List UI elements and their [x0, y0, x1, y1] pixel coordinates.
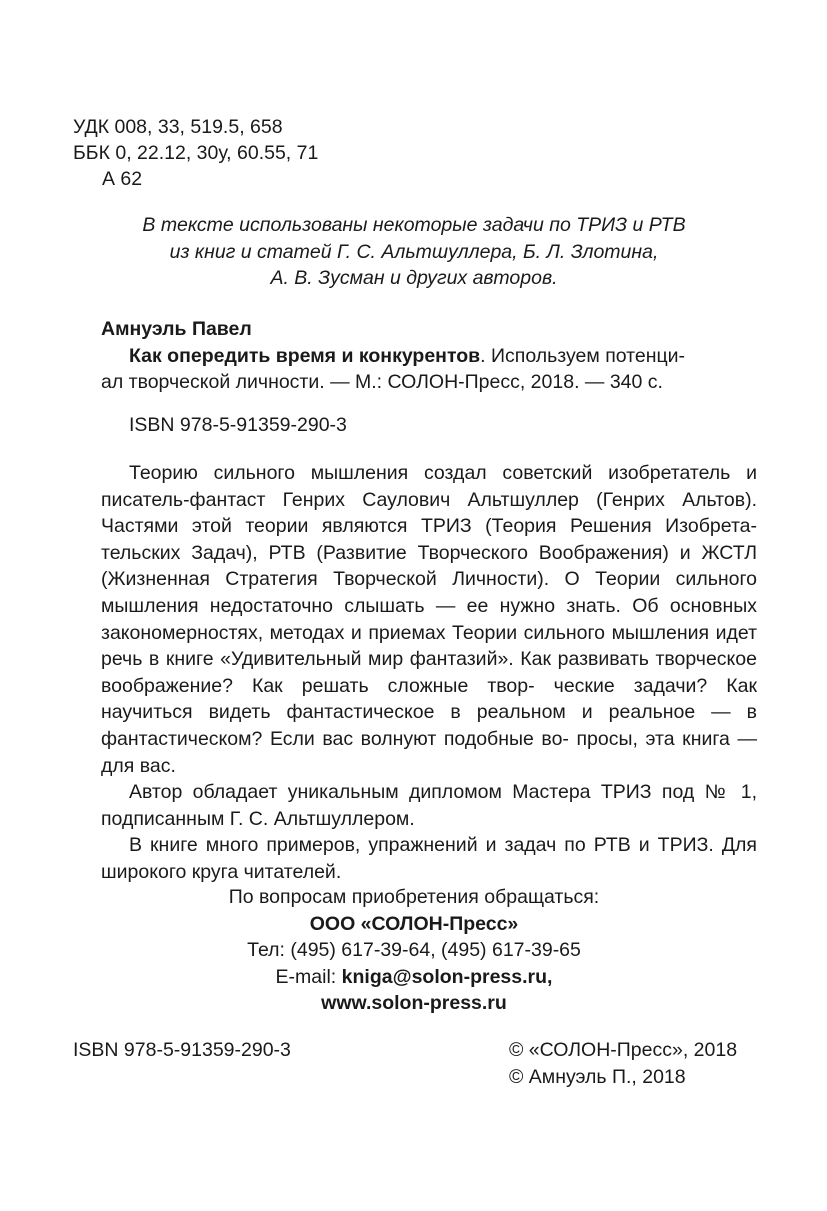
description-line: ал творческой личности. — М.: СОЛОН-Пресс, 2018. — 340 с. — [101, 371, 663, 393]
annotation-line: писатель-фантаст Генрих Саулович Альтшуллер (Генрих Альтов). — [101, 488, 757, 511]
classification-codes — [73, 114, 318, 192]
annotation-paragraph — [101, 779, 757, 832]
annotation-line: В книге много примеров, упражнений и задач по РТВ и ТРИЗ. — [129, 834, 714, 857]
annotation-line: Частями этой теории являются ТРИЗ (Теория Решения Изобрета- — [101, 515, 757, 538]
sources-note-line: из книг и статей Г. С. Альтшуллера, Б. Л. Злотина, — [169, 240, 659, 263]
annotation-line: сильного мышления недостаточно слышать — ее нужно знать. Об — [101, 568, 757, 617]
purchase-contacts — [100, 884, 728, 1017]
sources-note-line: А. В. Зусман и других авторов. — [270, 267, 558, 289]
annotation-paragraph — [101, 832, 757, 885]
publisher-email-line — [100, 964, 728, 991]
author-mark: А 62 — [102, 168, 143, 190]
annotation-line: № 1, подписанным Г. С. Альтшуллером. — [101, 781, 757, 830]
bibliographic-description — [101, 343, 757, 396]
copyright-publisher: © «СОЛОН-Пресс», 2018 — [509, 1039, 738, 1061]
annotation-line: тельских Задач), РТВ (Развитие Творческого Воображения) и — [101, 541, 691, 564]
annotation-line: мышления идет речь в книге «Удивительный мир фантазий». Как — [101, 621, 758, 671]
publisher-email: kniga@solon-press.ru, — [341, 965, 553, 988]
contacts-intro: По вопросам приобретения обращаться: — [228, 886, 600, 908]
copyright-author: © Амнуэль П., 2018 — [509, 1066, 686, 1088]
bibliographic-record — [101, 316, 757, 396]
isbn-footer: ISBN 978-5-91359-290-3 — [73, 1039, 291, 1061]
udk-code: УДК 008, 33, 519.5, 658 — [73, 116, 283, 138]
publisher-phones: Тел: (495) 617-39-64, (495) 617-39-65 — [247, 939, 581, 961]
annotation-paragraph — [101, 460, 757, 779]
annotation-line: ческие задачи? Как научиться видеть фантастическое в реальном — [101, 674, 758, 724]
book-title: Как опередить время и конкурентов — [129, 344, 481, 367]
annotation-line: ЖСТЛ (Жизненная Стратегия Творческой Личности). О Теории — [101, 541, 758, 591]
annotation-line: и реальное — в фантастическом? Если вас волнуют подобные во- — [101, 701, 757, 750]
bbk-code: ББК 0, 22.12, 30у, 60.55, 71 — [73, 142, 319, 164]
annotation-line: просы, эта книга — для вас. — [101, 727, 757, 777]
publisher-name: ООО «СОЛОН-Пресс» — [309, 912, 519, 935]
publisher-website: www.solon-press.ru — [321, 992, 507, 1014]
description-line: . Используем потенци- — [480, 344, 686, 367]
annotation — [101, 460, 757, 886]
annotation-line: Для широкого круга читателей. — [101, 834, 757, 883]
copyright-block — [509, 1037, 737, 1091]
email-label: E-mail: — [275, 965, 342, 988]
annotation-line: развивать творческое воображение? Как решать сложные твор- — [101, 648, 757, 697]
annotation-line: Автор обладает уникальным дипломом Мастера ТРИЗ под — [129, 781, 695, 804]
isbn: ISBN 978-5-91359-290-3 — [129, 414, 347, 436]
sources-note — [100, 212, 728, 292]
sources-note-line: В тексте использованы некоторые задачи по ТРИЗ и РТВ — [142, 214, 686, 236]
annotation-line: Теорию сильного мышления создал советский изобретатель и — [129, 462, 757, 484]
book-author: Амнуэль Павел — [101, 318, 252, 340]
annotation-line: основных закономерностях, методах и приемах Теории сильного — [101, 594, 757, 644]
